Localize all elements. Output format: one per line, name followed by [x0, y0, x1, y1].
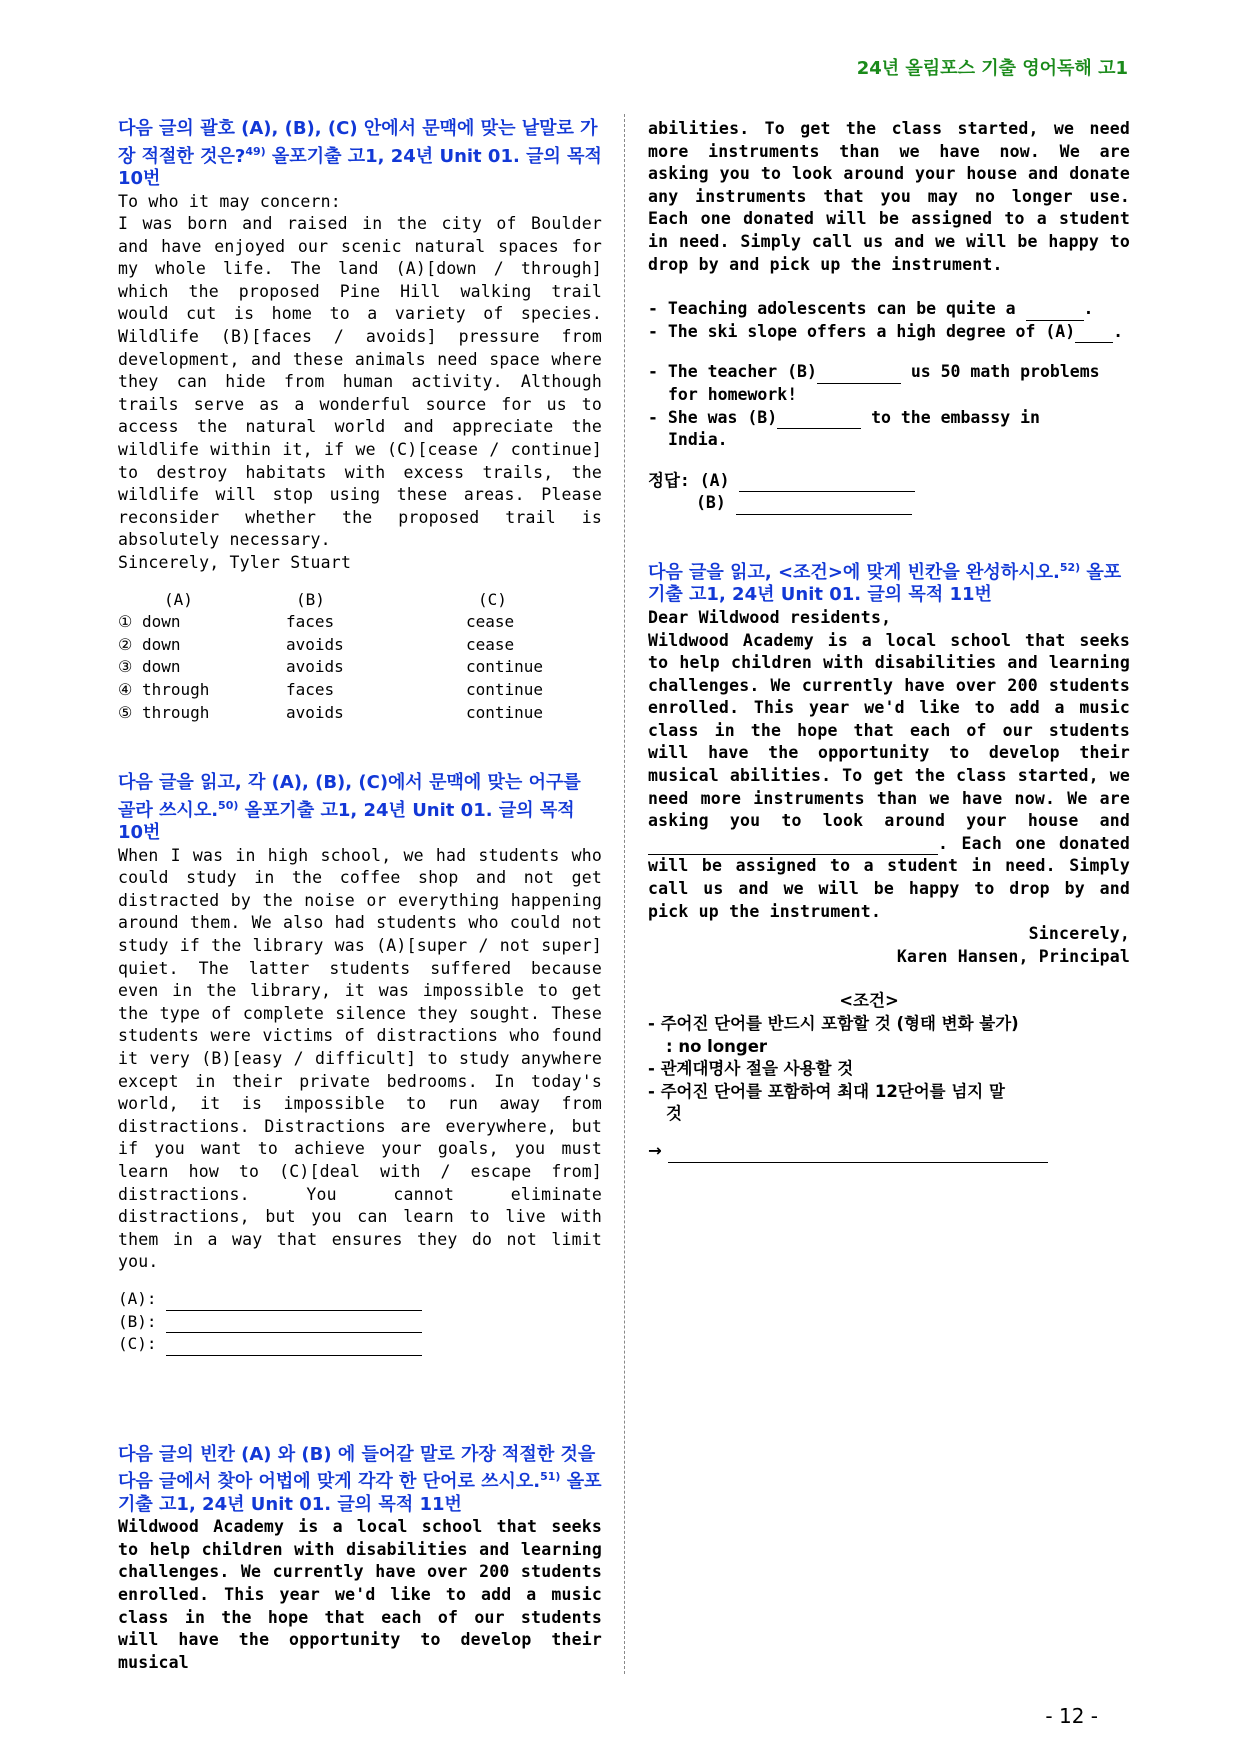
arrow-icon: → — [648, 1140, 668, 1160]
answer-a-field[interactable]: 정답: (A) — [648, 470, 1130, 493]
question-49-title: 다음 글의 괄호 (A), (B), (C) 안에서 문맥에 맞는 낱말로 가장 적절한 것은?$^{49)}$ 올포기출 고1, 24년 Unit 01. 글의 목적 10번 — [118, 118, 602, 189]
passage-blank[interactable] — [648, 836, 938, 855]
question-51-answer — [648, 470, 1130, 515]
choices-header: (A) (B) (C) — [164, 589, 507, 609]
passage-body: Wildwood Academy is a local school that seeks to help children with disabilities and learning challenges. We currently have over 200 students enrolled. This year we'd like to add a music class in the hope that each of our students will have the opportunity to develop their musical abilities. To get the class started, we need more instruments than we have now. We are asking you to look around your house and . Each one donated will be assigned to a student in need. Simply call us and we will be happy to drop by and pick up the instrument. — [648, 630, 1130, 921]
passage-closing: Sincerely, Tyler Stuart — [118, 553, 352, 572]
choice-1[interactable]: ① down faces cease — [118, 612, 515, 632]
question-52-conditions: <조건> - 주어진 단어를 반드시 포함할 것 (형태 변화 불가) : no longer - 관계대명사 절을 사용할 것 - 주어진 단어를 포함하여 최대 12단어를 넘지 말 것 — [648, 990, 1130, 1126]
page-number: - 12 - — [1045, 1704, 1098, 1728]
choice-4[interactable]: ④ through faces continue — [118, 679, 544, 699]
answer-b-field[interactable]: (B) — [648, 492, 1130, 515]
passage-body: I was born and raised in the city of Boulder and have enjoyed our scenic natural spaces for my whole life. The land (A)[down / through] which the proposed Pine Hill walking trail would cut is home to a variety of species. Wildlife (B)[faces / avoids] pressure from development, and these animals need space where they can hide from human activity. Although trails serve as a wonderful source for us to access the natural world and appreciate the wildlife within it, if we (C)[cease / continue] to destroy habitats with excess trails, the wildlife will stop using these areas. Please reconsider whether the proposed trail is absolutely necessary. — [118, 214, 602, 550]
choice-2[interactable]: ② down avoids cease — [118, 634, 515, 654]
question-52-answer-line[interactable] — [648, 1140, 1130, 1163]
question-52-passage — [648, 607, 1130, 969]
question-50-answers — [118, 1288, 602, 1356]
question-51-sentences-b: - The teacher (B) us 50 math problems for homework! - She was (B) to the embassy in India. — [648, 362, 1100, 450]
right-column — [648, 118, 1130, 1163]
question-50-passage — [118, 845, 602, 1274]
signature-line-1: Sincerely, — [1028, 924, 1130, 944]
signature-line-2: Karen Hansen, Principal — [896, 946, 1130, 966]
question-51-sentences-a: - Teaching adolescents can be quite a . - The ski slope offers a high degree of (A) . — [648, 298, 1130, 343]
conditions-title: <조건> — [839, 991, 899, 1011]
question-52-title: 다음 글을 읽고, <조건>에 맞게 빈칸을 완성하시오.$^{52)}$ 올포기출 고1, 24년 Unit 01. 글의 목적 11번 — [648, 560, 1122, 606]
question-51-passage-part2: abilities. To get the class started, we need more instruments than we have now. We are asking you to look around your house and donate any instruments that you may no longer use. Each one donated will be assigned to a student in need. Simply call us and we will be happy to drop by and pick up the instrument. — [648, 119, 1130, 274]
question-49-choices — [118, 589, 602, 725]
choice-3[interactable]: ③ down avoids continue — [118, 657, 544, 677]
question-50-title: 다음 글을 읽고, 각 (A), (B), (C)에서 문맥에 맞는 어구를 골라 쓰시오.$^{50)}$ 올포기출 고1, 24년 Unit 01. 글의 목적 10번 — [118, 772, 581, 844]
passage-body: When I was in high school, we had students who could study in the coffee shop and not get distracted by the noise or everything happening around them. We also had students who could not study if the library was (A)[super / not super] quiet. The latter students suffered because even in the library, it was impossible to get the type of complete silence they sought. These students were victims of distractions who found it very (B)[easy / difficult] to study anywhere except in their private bedrooms. In today's world, it is impossible to run away from distractions. Distractions are everywhere, but if you want to achieve your goals, you must learn how to (C)[deal with / escape from] distractions. You cannot eliminate distractions, but you can learn to live with them in a way that ensures they do not limit you. — [118, 845, 602, 1272]
question-51-title: 다음 글의 빈칸 (A) 와 (B) 에 들어갈 말로 가장 적절한 것을 다음 글에서 찾아 어법에 맞게 각각 한 단어로 쓰시오.$^{51)}$ 올포기출 고1, 24년 Unit 01. 글의 목적 11번 — [118, 1443, 602, 1515]
passage-greeting: Dear Wildwood residents, — [648, 607, 892, 627]
page-header: 24년 올림포스 기출 영어독해 고1 — [856, 58, 1128, 79]
answer-b[interactable]: (B): — [118, 1311, 602, 1334]
choice-5[interactable]: ⑤ through avoids continue — [118, 702, 544, 722]
question-51-passage-part1: Wildwood Academy is a local school that seeks to help children with disabilities and learning challenges. We currently have over 200 students enrolled. This year we'd like to add a music class in the hope that each of our students will have the opportunity to develop their musical — [118, 1517, 602, 1672]
answer-a[interactable]: (A): — [118, 1288, 602, 1311]
question-49-passage — [118, 191, 602, 575]
answer-c[interactable]: (C): — [118, 1333, 602, 1356]
left-column — [118, 118, 602, 1674]
column-divider — [624, 114, 625, 1674]
passage-greeting: To who it may concern: — [118, 191, 341, 211]
